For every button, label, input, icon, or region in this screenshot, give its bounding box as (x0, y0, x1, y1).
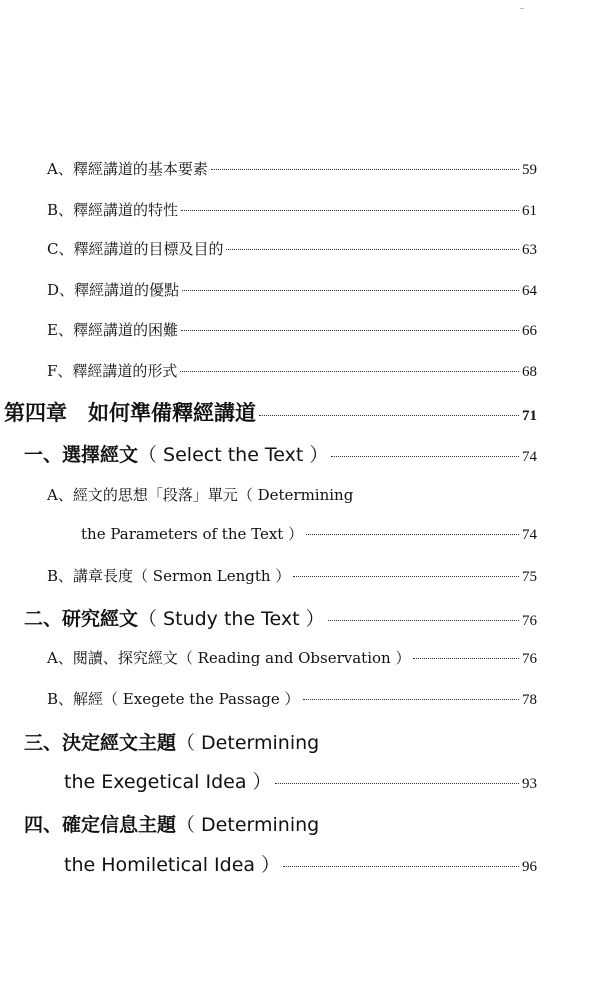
heading-label: the Exegetical Idea ） (64, 771, 272, 793)
leader-dots (182, 290, 519, 291)
toc-page-number: 61 (522, 203, 537, 219)
leader-dots (331, 456, 519, 457)
toc-entry-label: D、釋經講道的優點 (47, 281, 180, 299)
toc-page-number: 74 (522, 527, 537, 543)
heading-en: （ Determining (176, 814, 320, 836)
heading-label (24, 604, 325, 631)
toc-chapter-4[interactable] (4, 397, 537, 427)
heading-cjk: 三、決定經文主題 (24, 732, 177, 754)
toc-entry-label: A、釋經講道的基本要素 (47, 160, 208, 178)
toc-entry-3d[interactable] (47, 279, 537, 300)
leader-dots (180, 371, 519, 372)
leader-dots (259, 415, 519, 416)
chapter-title: 第四章 如何準備釋經講道 (4, 400, 256, 425)
scan-mark (520, 8, 524, 9)
heading-label: the Homiletical Idea ） (64, 854, 281, 876)
toc-entry-1b[interactable] (47, 565, 537, 586)
leader-dots (283, 866, 519, 867)
toc-entry-3b[interactable] (47, 199, 537, 220)
leader-dots (413, 658, 519, 659)
toc-heading-3[interactable] (64, 767, 537, 794)
heading-en: （ Select the Text ） (138, 444, 329, 466)
toc-page-number: 96 (522, 859, 537, 875)
toc-page-number: 78 (522, 692, 537, 708)
heading-en: （ Determining (176, 732, 320, 754)
heading-cjk: 二、研究經文 (24, 608, 139, 630)
leader-dots (328, 620, 519, 621)
toc-page-number: 76 (522, 651, 537, 667)
leader-dots (181, 210, 519, 211)
toc-entry-label: B、釋經講道的特性 (47, 201, 179, 219)
toc-entry-label: A、閱讀、探究經文（ Reading and Observation ） (47, 649, 411, 667)
toc-heading-1[interactable] (24, 440, 537, 467)
toc-entry-2b[interactable] (47, 688, 537, 709)
leader-dots (181, 330, 519, 331)
toc-entry-1a[interactable] (81, 523, 537, 544)
heading-cjk: 四、確定信息主題 (24, 814, 177, 836)
leader-dots (226, 249, 519, 250)
heading-cjk: 一、選擇經文 (24, 444, 139, 466)
toc-page-number: 76 (522, 613, 537, 629)
toc-entry-1a-line1[interactable]: A、經文的思想「段落」單元（ Determining (47, 486, 354, 504)
toc-page-number: 64 (522, 283, 537, 299)
toc-page-number: 75 (522, 569, 537, 585)
toc-entry-3c[interactable] (47, 238, 537, 259)
leader-dots (306, 534, 519, 535)
toc-page-number: 74 (522, 449, 537, 465)
toc-entry-3f[interactable] (47, 360, 537, 381)
toc-entry-2a[interactable] (47, 647, 537, 668)
toc-entry-3e[interactable] (47, 319, 537, 340)
toc-page-number: 93 (522, 776, 537, 792)
toc-entry-label: E、釋經講道的困難 (47, 321, 178, 339)
toc-entry-3a[interactable] (47, 158, 537, 179)
toc-page-number: 63 (522, 242, 537, 258)
toc-entry-label: C、釋經講道的目標及目的 (47, 240, 224, 258)
toc-entry-label: F、釋經講道的形式 (47, 362, 178, 380)
toc-heading-2[interactable] (24, 604, 537, 631)
toc-heading-4-line1[interactable] (24, 810, 319, 837)
toc-page-number: 71 (522, 408, 537, 424)
heading-label (24, 440, 328, 467)
heading-en: （ Study the Text ） (138, 608, 325, 630)
toc-entry-label: the Parameters of the Text ） (81, 525, 304, 543)
leader-dots (293, 576, 519, 577)
toc-entry-label: B、解經（ Exegete the Passage ） (47, 690, 300, 708)
leader-dots (303, 699, 519, 700)
leader-dots (211, 169, 519, 170)
toc-heading-3-line1[interactable] (24, 728, 319, 755)
toc-entry-label: B、講章長度（ Sermon Length ） (47, 567, 291, 585)
toc-page-number: 68 (522, 364, 537, 380)
toc-page-number: 66 (522, 323, 537, 339)
leader-dots (275, 783, 520, 784)
toc-page-number: 59 (522, 162, 537, 178)
toc-heading-4[interactable] (64, 850, 537, 877)
